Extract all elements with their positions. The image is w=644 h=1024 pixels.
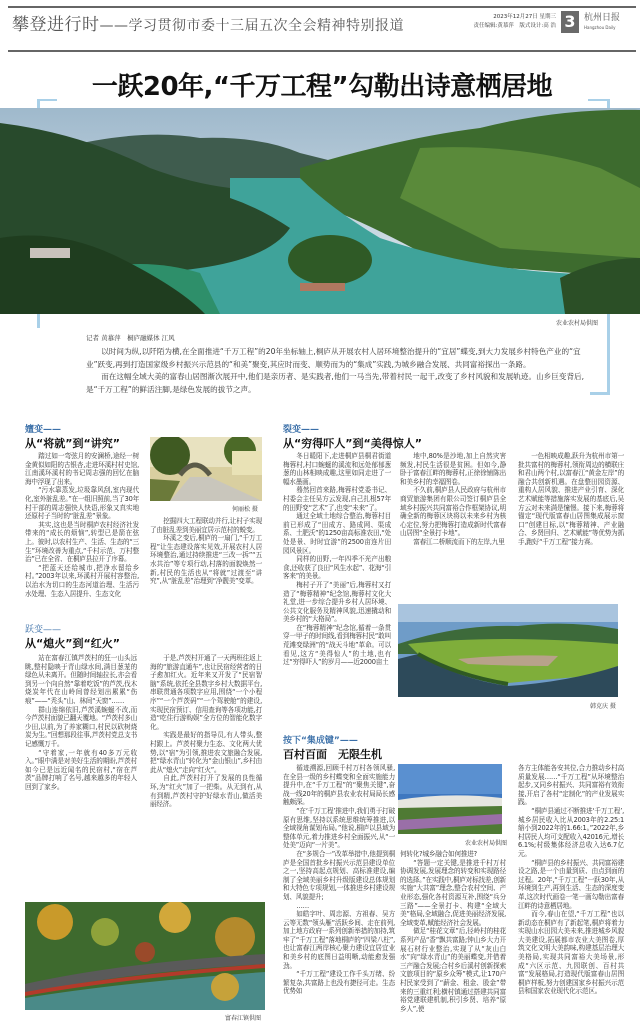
article-column — [518, 452, 624, 602]
issue-date: 2023年12月27日 星期三 — [493, 14, 556, 20]
article-column — [518, 764, 624, 1022]
photo-stone-bridge — [150, 437, 262, 501]
newspaper-logo — [584, 13, 620, 33]
section-header-integration — [283, 733, 382, 762]
paragraph: “千万工程”建设工作千头万绪、纷繁复杂,共富路上也没有捷径可走。生态优势如 — [283, 970, 395, 996]
section-heading: 百村百面 无限生机 — [283, 748, 382, 761]
headline: 一跃20年,“千万工程”勾勒出诗意栖居地 — [91, 72, 553, 102]
paragraph: “在‘千万工程’推进中,我们勇于打破原有思维,坚持以系统思维统筹推进,以全域视角谋划布局。”他说,桐庐以县域为整体单元,着力推进乡村全面振兴,从“一处美”迈向“一片美”。 — [283, 806, 395, 850]
page-number: 3 — [561, 11, 579, 33]
article-column — [283, 764, 395, 1022]
main-photo-lake — [0, 108, 640, 314]
paragraph: …… — [296, 901, 309, 910]
paragraph: 环溪之变后,桐庐的一扇门,“千万工程”让生态建设落实见效,开展农村人居环境整治,通过持续推进“三改一拆”“五水共治”等专项行动,村落的面貌焕然一新,村民的生活也从“将就”过渡至“讲究”,从“脏乱差”治理到“净靓美”变革。 — [150, 534, 262, 586]
paragraph: 何转化?城乡融合如何推进? — [400, 850, 477, 858]
paragraph: 不久前,桐庐县人民政府与杭州市商贸旅游集团有限公司签订桐庐县全域乡村振兴共同富裕合作框架协议,明确全新的梅蓉区块将以未来乡村为核心定位,努力把梅蓉打造成新时代富春山居图“全景打卡地”。 — [400, 486, 506, 538]
paragraph: 在“多规合一”改革举措中,他提到桐庐是全国首批乡村振兴示范县建设单位之一,坚持高起点规划、高标准建设,编制了全域美丽乡村升级版建设总体规划和大特色专项规划,一体推进乡村建设规划、风貌提升; — [283, 849, 395, 901]
paragraph: 循迹溯源,回顾千村万村各领风骚,在全县一级的乡村蝶变和全面实施能力提升中,在“千万工程”的“聚焦关键”,奋战一线20年的桐庐县农业农村局局长感触颇深。 — [283, 764, 395, 807]
section-header-fission — [283, 422, 422, 451]
photo-autumn-road — [25, 902, 265, 1010]
paragraph: “守着家,一年就有40多万元收入。”眼中满是对美好生活的期盼,芦茨村如今已是远近闻名的民宿村,“宿在芦茨”品牌打响了名号,越来越多的年轻人回到了家乡。 — [25, 748, 137, 791]
paragraph: “把蓝天还给城市,把净水留给乡村。”2003年以来,环溪村开展村容整治,以治水为切口的生态河道治理、生活污水处理、生态入居提升、生态文化 — [25, 563, 139, 598]
section-kicker: 嬗变—— — [25, 425, 62, 435]
lead-paragraph: 而在这幅全域大美的富春山居图渐次展开中,他们是亲历者、是实践者,他们一马当先,带着村民一起干,改变了乡村风貌和发展轨迹。山乡巨变背后,是“千万工程”的鲜活注脚,是绿色发展的拔节之声。 — [86, 372, 585, 394]
main-photo-caption: 农业农村局供图 — [555, 320, 598, 327]
paragraph: 冬日暖阳下,走进桐庐县桐君街道梅蓉村,村口蜿蜒的溪流和远处郁郁葱葱的山林相映成趣,这里如同走进了一幅水墨画。 — [283, 452, 391, 486]
photo-caption: 富春江镇供图 — [225, 1015, 262, 1022]
article-column — [150, 654, 262, 894]
bracket-decoration — [37, 314, 40, 328]
paragraph: 富春江二桥顺流而下的左岸,九里 — [413, 537, 505, 546]
paragraph: 一色相映成趣,跃升为杭州市第一批共富村的梅蓉村,领衔周边的横联庄和君山两个村,以富春江“黄金左岸”的融合共创新机遇。在盘整田园资源、重构人居风貌、推进产业引育、深化艺术赋能等措施落实发展的基底后,吴方云对未来满是憧憬。接下来,梅蓉将锚定“现代版富春山居图集成展示窗口”创建目标,以“梅蓉精神、产业融合、乡贤回归、艺术赋能”等优势为抓手,跑好“千万工程”接力赛。 — [518, 452, 624, 546]
photo-caption: 何丽松 摄 — [232, 506, 258, 513]
section-kicker: 裂变—— — [283, 425, 320, 435]
logo-english: Hangzhou Daily — [584, 25, 616, 30]
article-column — [25, 452, 139, 619]
paragraph: “污水靠蒸发,垃圾靠风刮,室内现代化,室外脏乱差。”在一组旧照前,当了30年村干部的周志强快人快语,形象又真实地还原村子当时的“脏乱差”景象。 — [25, 486, 139, 521]
section-kicker: 按下“集成键”—— — [283, 736, 358, 746]
article-column — [150, 517, 262, 617]
paragraph: 站在富春江镇芦茨村的狂一山头远眺,整村隐映于青山绿水间,满目葱茏的绿色从未离开。但随时间轴拉长,亦会看到另一个向自然“靠着吃饭”的芦茨,伐木烧炭年代在山岭间曾经划出累累“伤痕”——“秃头”山、林间“天窗”…… — [25, 654, 137, 705]
paragraph: 做足“桂花文章”后,径岭村的桂花系列产品“香”飘共富路;钟山乡大力开展石材行业整治,实现了从“灰山白水”向“绿水青山”的美丽蝶变,并借着三产融合发展;合村乡后溪村创新探索文旅项目的“原乡众筹”模式,让170户村民家受到了“薪金、租金、股金”带来的三重红利;横村镇通过搭建共同富裕党建联建机制,积引乡贤、培养“原乡人”,使 — [400, 927, 506, 1013]
issue-meta — [474, 13, 556, 31]
paragraph: “桐庐县的乡村振兴、共同富裕建设之路,是一个由量到质、由点到面的过程。20年,“千万工程”一跃30年,从环境到生产,再到生活、生态的深度变革,这次时代画卷一笔一画勾勒出富春江畔的诗意栖居地。 — [518, 858, 624, 910]
photo-caption: 农业农村局供图 — [465, 840, 508, 847]
photo-caption: 韩克庆 摄 — [590, 703, 616, 710]
paragraph: “答题一定关键,是推进千村万村协调发展,发展理念的转变和实现路径的选择。”在实践中,桐庐对标找差,创新实施“大共富”理念,整合农村空间、产业形态,强化各村资源互补,围绕“兵分三路”——全景打卡、构建“全域大美”格局,全域融合,促进美丽经济发展,全域变革,赋能经济社会发展。 — [400, 858, 506, 927]
kicker-subtitle: ——学习贯彻市委十三届五次全会精神特别报道 — [99, 18, 404, 34]
editor-credits: 责任编辑:黄慕萍 版式设计:高 浩 — [473, 23, 556, 29]
article-column — [283, 452, 391, 702]
header-rule — [8, 50, 636, 52]
section-heading: 从“熄火”到“红火” — [25, 637, 120, 650]
article-column — [400, 452, 506, 602]
section-heading: 从“将就”到“讲究” — [25, 437, 120, 450]
paragraph: 蓦然回首来路,梅蓉村党委书记、村委会主任吴方云发现,自己扎根57年的田野变“艺术”了,也变“未来”了。 — [283, 486, 391, 512]
paragraph: 挖掘四大工程联动并行,让村子实现了由脏乱差到美丽宜居示范村的蜕变。 — [150, 517, 262, 534]
paragraph: “桐庐县通过不断推进‘千万工程’,城乡居民收入比从2003年的2.25:1缩小到2022年的1.66:1。”2022年,乡村居民人均可支配收入42016元,增长6.1%;村级集体经济总收入达6.7亿元。 — [518, 806, 624, 858]
paragraph: 地中,80%是沙地,加上自然灾害频发,村民生活很是贫困。但如今,静卧于富春江畔的梅蓉村,正徐徐铺陈出和美乡村的幸福图卷。 — [400, 452, 506, 486]
kicker-title: 攀登进行时 — [12, 15, 100, 35]
paragraph: 于是,芦茨村开通了一天两班往返上海的“旅游直通车”,也让民宿经营者的日子愈加红火。近年来又开发了“民宿智脑”系统,依托全县数字乡村大数据平台,串联贯通各项数字应用,围绕“一个小程序”“一个芦茨码”“一个驾驶舱”的建设,实现民宿预订、信用查询等各项功能,打造“吃住行游购娱”全方位的智能化数字化。 — [150, 654, 262, 731]
logo-text: 杭州日报 — [584, 13, 621, 23]
paragraph: 自此,芦茨村打开了发展的良性循环,为“红火”加了一把柴。从无到有,从有到精,芦茨村守护好绿水青山,做活美丽经济。 — [150, 774, 262, 809]
photo-village-fields — [398, 764, 502, 834]
bracket-decoration — [590, 392, 610, 395]
paragraph: 各方主体能各安其位,合力推动乡村高质量发展……“千万工程”从环境整治起步,又同乡村振兴、共同富裕有效衔接,开启了各村“定制化”的产业发展实践。 — [518, 764, 624, 807]
paragraph: 如皓字叶、周忠源、方祖春、吴方云等无数“领头雁”活跃乡间、走在前列,加上地方政府一系列创新举措的加持,筑牢了“千万工程”落地桐庐的“四梁八柱”,也让富春江两岸核心聚力建设宜居宜业和美乡村的底图日益明晰,动能愈发强劲。 — [283, 910, 395, 970]
paragraph: 梅村子开了“美丽”后,梅蓉村又打造了“梅蓉精神”纪念馆,梅蓉村文化大礼堂,进一步综合提升乡村人居环境、公共文化服务及精神风貌,迅速撬动和美乡村的“大格局”。 — [283, 580, 391, 624]
byline: 记者 黄慕萍 桐庐融媒体 江风 — [86, 334, 175, 342]
photo-riverside-village — [398, 604, 618, 697]
paragraph: 通过全域土地综合整治,梅蓉村目前已形成了“田成方、路成网、渠成系、土肥沃”的1250亩高标准农田,“处处是景、时时宜游”的2500亩连片田园风景区。 — [283, 512, 391, 555]
lead-paragraph: 以时间为纵,以阡陌为横,在全面推进“千万工程”的20年坐标轴上,桐庐从开展农村人居环境整治提升的“宜居”蝶变,到大力发展乡村特色产业的“宜业”跃变,再到打造国家级乡村振兴示范县的“和美”聚变,其应时而变、顺势而为的“集成”实践,为城乡融合发展、共同富裕探出一条路。 — [86, 347, 581, 369]
paragraph: 群山连绵依旧,芦茨溪蜿蜒不改,而今芦茨村面貌已翻天覆地。“芦茨村多山少田,以前,为了养家糊口,村民以砍树烧炭为生。”回想那段往事,芦茨村党总支书记感慨万千。 — [25, 705, 137, 748]
article-column — [400, 850, 506, 1022]
top-rule — [8, 6, 636, 8]
paragraph: 其实,这也是当时桐庐农村经济社发带来的“成长的烦恼”,转型已是箭在弦上。彼时,以农村生产、生活、生态的“三生”环境改善为重点,“千村示范、万村整治”已在全省、在桐庐县拉开了序幕。 — [25, 520, 139, 564]
section-heading: 从“穷得吓人”到“美得惊人” — [283, 437, 422, 450]
paragraph: 实践是最好的指导员,有人带头,整村跟上。芦茨村聚力生态、文化两大优势,以“宿”为引领,推进农文旅融合发展,把“绿水青山”转化为“金山银山”,乡村由此从“熄火”走向“红火”。 — [150, 731, 262, 774]
section-kicker: 跃变—— — [25, 625, 62, 635]
paragraph: 在“梅蓉精神”纪念馆,循着一条贯穿一甲子的时间线,看到梅蓉村民“敢叫荒滩变绿洲”的“战天斗地”革命。可以看见,这方“美得惊人”的土地,也有过“穷得吓人”的岁月——近2000亩土 — [283, 623, 391, 667]
article-column — [25, 654, 137, 894]
paragraph: 踏过如一弯弦月的安澜桥,途经一树金黄似如阳的古银杏,走进环溪村村史馆,江南溪环溪村的书记周志强的回忆在脑海中浮现了出来。 — [25, 452, 139, 486]
paragraph: 同样的田野,一年四季不光产出粮食,还收获了良田“风生水起”、花海“引客来”的美景。 — [283, 555, 391, 581]
paragraph: 而今,春山在望,“千万工程”也以新动态在桐庐有了新起笔,桐庐将着力实现山水田园大美未来,推进城乡风貌大美建设,拓展都市农业大美图卷,厚筑文化文明大美韵味,构建基层治理大美格局,实现共同富裕大美场景,形成“六区示范、九园联创、百村共富”发展格局,打造现代版富春山居图桐庐样板,努力创建国家乡村振兴示范县和国家农业现代化示范区。 — [518, 910, 624, 996]
section-header-leap — [25, 622, 120, 651]
section-header-transformation — [25, 422, 120, 451]
bracket-decoration — [607, 314, 610, 394]
section-kicker — [12, 10, 404, 35]
lead-paragraphs — [86, 346, 586, 396]
